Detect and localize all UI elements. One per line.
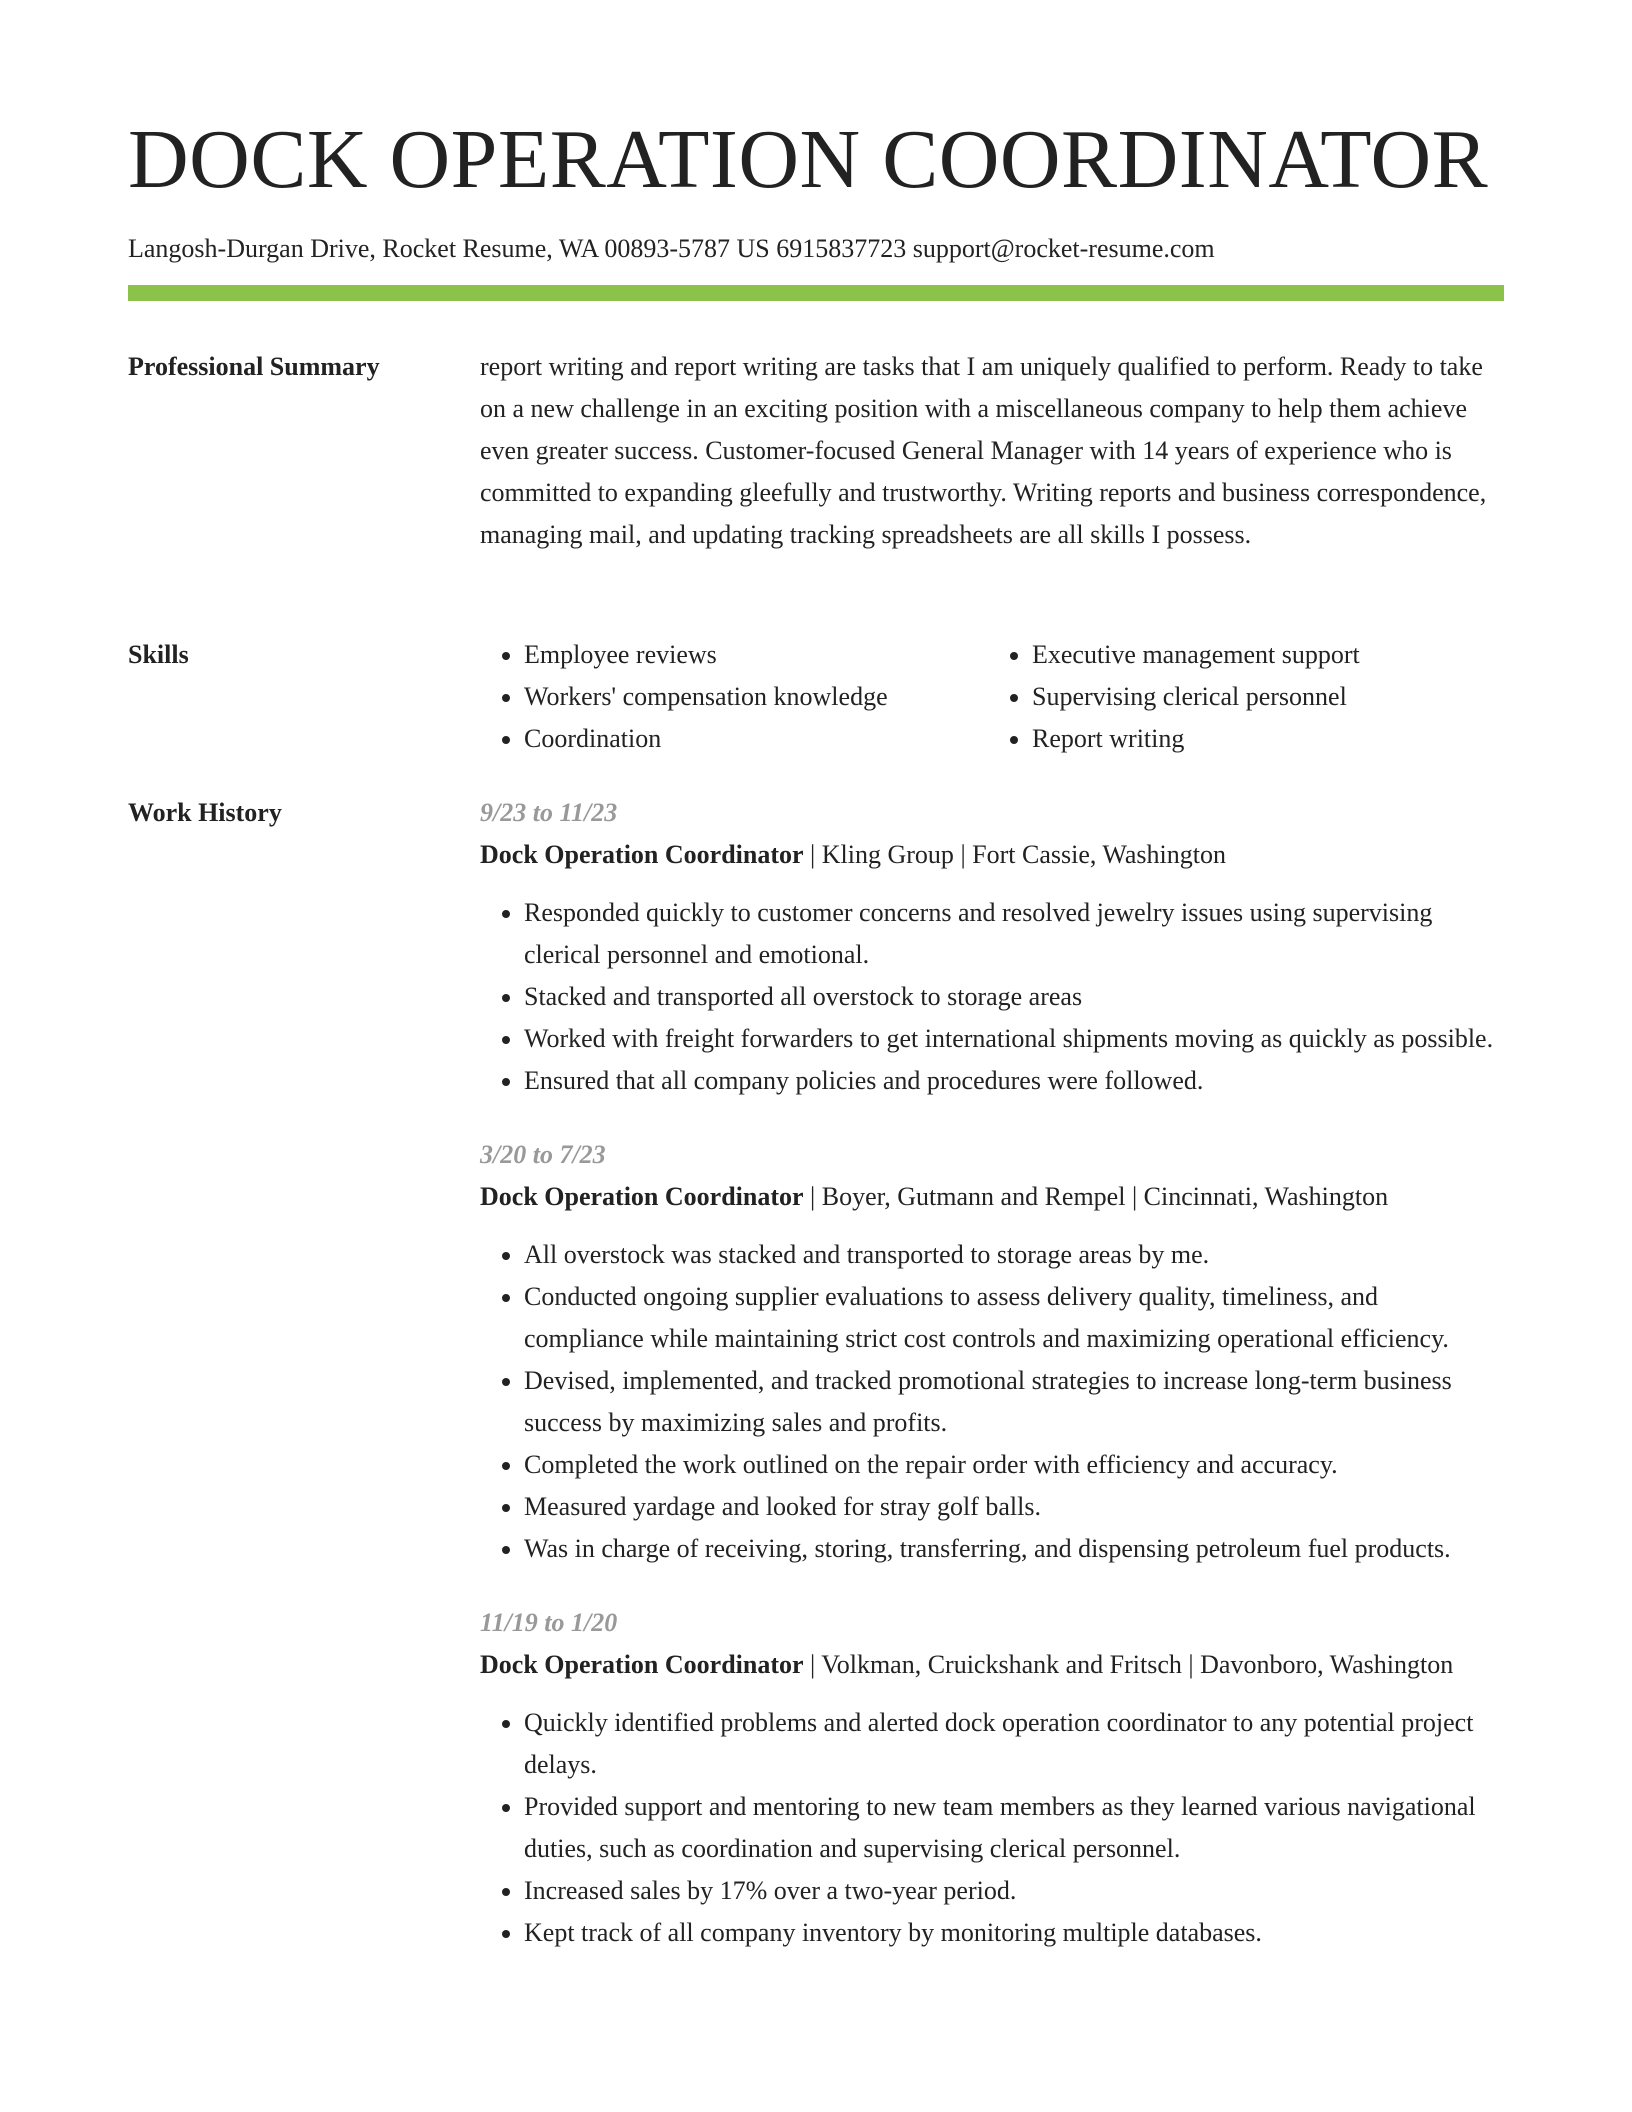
contact-line: Langosh-Durgan Drive, Rocket Resume, WA 00893-5787 US 6915837723 support@rocket-resume.com xyxy=(128,234,1215,263)
separator: | xyxy=(803,1650,822,1679)
job-title: Dock Operation Coordinator xyxy=(480,1182,804,1211)
skill-item: • Executive management support xyxy=(1032,634,1492,676)
job-company: Boyer, Gutmann and Rempel xyxy=(821,1182,1126,1211)
job-dates: 11/19 to 1/20 xyxy=(480,1608,618,1637)
summary-heading: Professional Summary xyxy=(128,352,380,381)
job-title: Dock Operation Coordinator xyxy=(480,1650,804,1679)
job-entry xyxy=(480,1602,1504,1954)
skills-columns xyxy=(480,634,1504,760)
job-bullets xyxy=(480,1234,1504,1570)
job-bullet: • Quickly identified problems and alerted dock operation coordinator to any potential project delays. xyxy=(524,1702,1504,1786)
job-bullet: • Stacked and transported all overstock to storage areas xyxy=(524,976,1504,1018)
job-header xyxy=(480,1176,1504,1218)
skill-item: • Report writing xyxy=(1032,718,1492,760)
job-bullets xyxy=(480,892,1504,1102)
job-dates: 3/20 to 7/23 xyxy=(480,1140,606,1169)
summary-text: report writing and report writing are tasks that I am uniquely qualified to perform. Ready to take on a new challenge in an exciting position with a miscellaneous company to help them achieve even greater success. Customer-focused General Manager with 14 years of experience who is committed to expanding gleefully and trustworthy. Writing reports and business correspondence, managing mail, and updating tracking spreadsheets are all skills I possess. xyxy=(480,352,1487,549)
job-location: Cincinnati, Washington xyxy=(1143,1182,1389,1211)
job-bullet: • Kept track of all company inventory by monitoring multiple databases. xyxy=(524,1912,1504,1954)
skill-item: • Employee reviews xyxy=(524,634,984,676)
job-header xyxy=(480,834,1504,876)
job-bullets xyxy=(480,1702,1504,1954)
job-title: Dock Operation Coordinator xyxy=(480,840,804,869)
job-location: Davonboro, Washington xyxy=(1200,1650,1454,1679)
job-company: Kling Group xyxy=(821,840,954,869)
job-bullet: • Measured yardage and looked for stray golf balls. xyxy=(524,1486,1504,1528)
job-bullet: • Provided support and mentoring to new team members as they learned various navigational duties, such as coordination and supervising clerical personnel. xyxy=(524,1786,1504,1870)
job-location: Fort Cassie, Washington xyxy=(972,840,1226,869)
separator: | xyxy=(1125,1182,1144,1211)
skills-list-left xyxy=(480,634,984,760)
job-bullet: • Ensured that all company policies and procedures were followed. xyxy=(524,1060,1504,1102)
job-bullet: • Responded quickly to customer concerns and resolved jewelry issues using supervising clerical personnel and emotional. xyxy=(524,892,1504,976)
skill-item: • Supervising clerical personnel xyxy=(1032,676,1492,718)
job-entry xyxy=(480,792,1504,1102)
skills-list-right xyxy=(984,634,1492,760)
skill-item: • Coordination xyxy=(524,718,984,760)
job-bullet: • Conducted ongoing supplier evaluations to assess delivery quality, timeliness, and compliance while maintaining strict cost controls and maximizing operational efficiency. xyxy=(524,1276,1504,1360)
job-bullet: • Completed the work outlined on the repair order with efficiency and accuracy. xyxy=(524,1444,1504,1486)
job-header xyxy=(480,1644,1504,1686)
separator: | xyxy=(803,1182,822,1211)
resume-title: DOCK OPERATION COORDINATOR xyxy=(128,113,1489,206)
skill-item: • Workers' compensation knowledge xyxy=(524,676,984,718)
job-entry xyxy=(480,1134,1504,1570)
skills-heading: Skills xyxy=(128,640,189,669)
accent-divider xyxy=(128,285,1504,301)
work-history-heading: Work History xyxy=(128,798,282,827)
job-bullet: • Was in charge of receiving, storing, transferring, and dispensing petroleum fuel products. xyxy=(524,1528,1504,1570)
separator: | xyxy=(953,840,973,869)
job-bullet: • Increased sales by 17% over a two-year period. xyxy=(524,1870,1504,1912)
job-dates: 9/23 to 11/23 xyxy=(480,798,618,827)
job-bullet: • All overstock was stacked and transported to storage areas by me. xyxy=(524,1234,1504,1276)
separator: | xyxy=(1181,1650,1201,1679)
separator: | xyxy=(803,840,822,869)
job-bullet: • Worked with freight forwarders to get international shipments moving as quickly as possible. xyxy=(524,1018,1504,1060)
job-bullet: • Devised, implemented, and tracked promotional strategies to increase long-term business success by maximizing sales and profits. xyxy=(524,1360,1504,1444)
job-company: Volkman, Cruickshank and Fritsch xyxy=(821,1650,1182,1679)
